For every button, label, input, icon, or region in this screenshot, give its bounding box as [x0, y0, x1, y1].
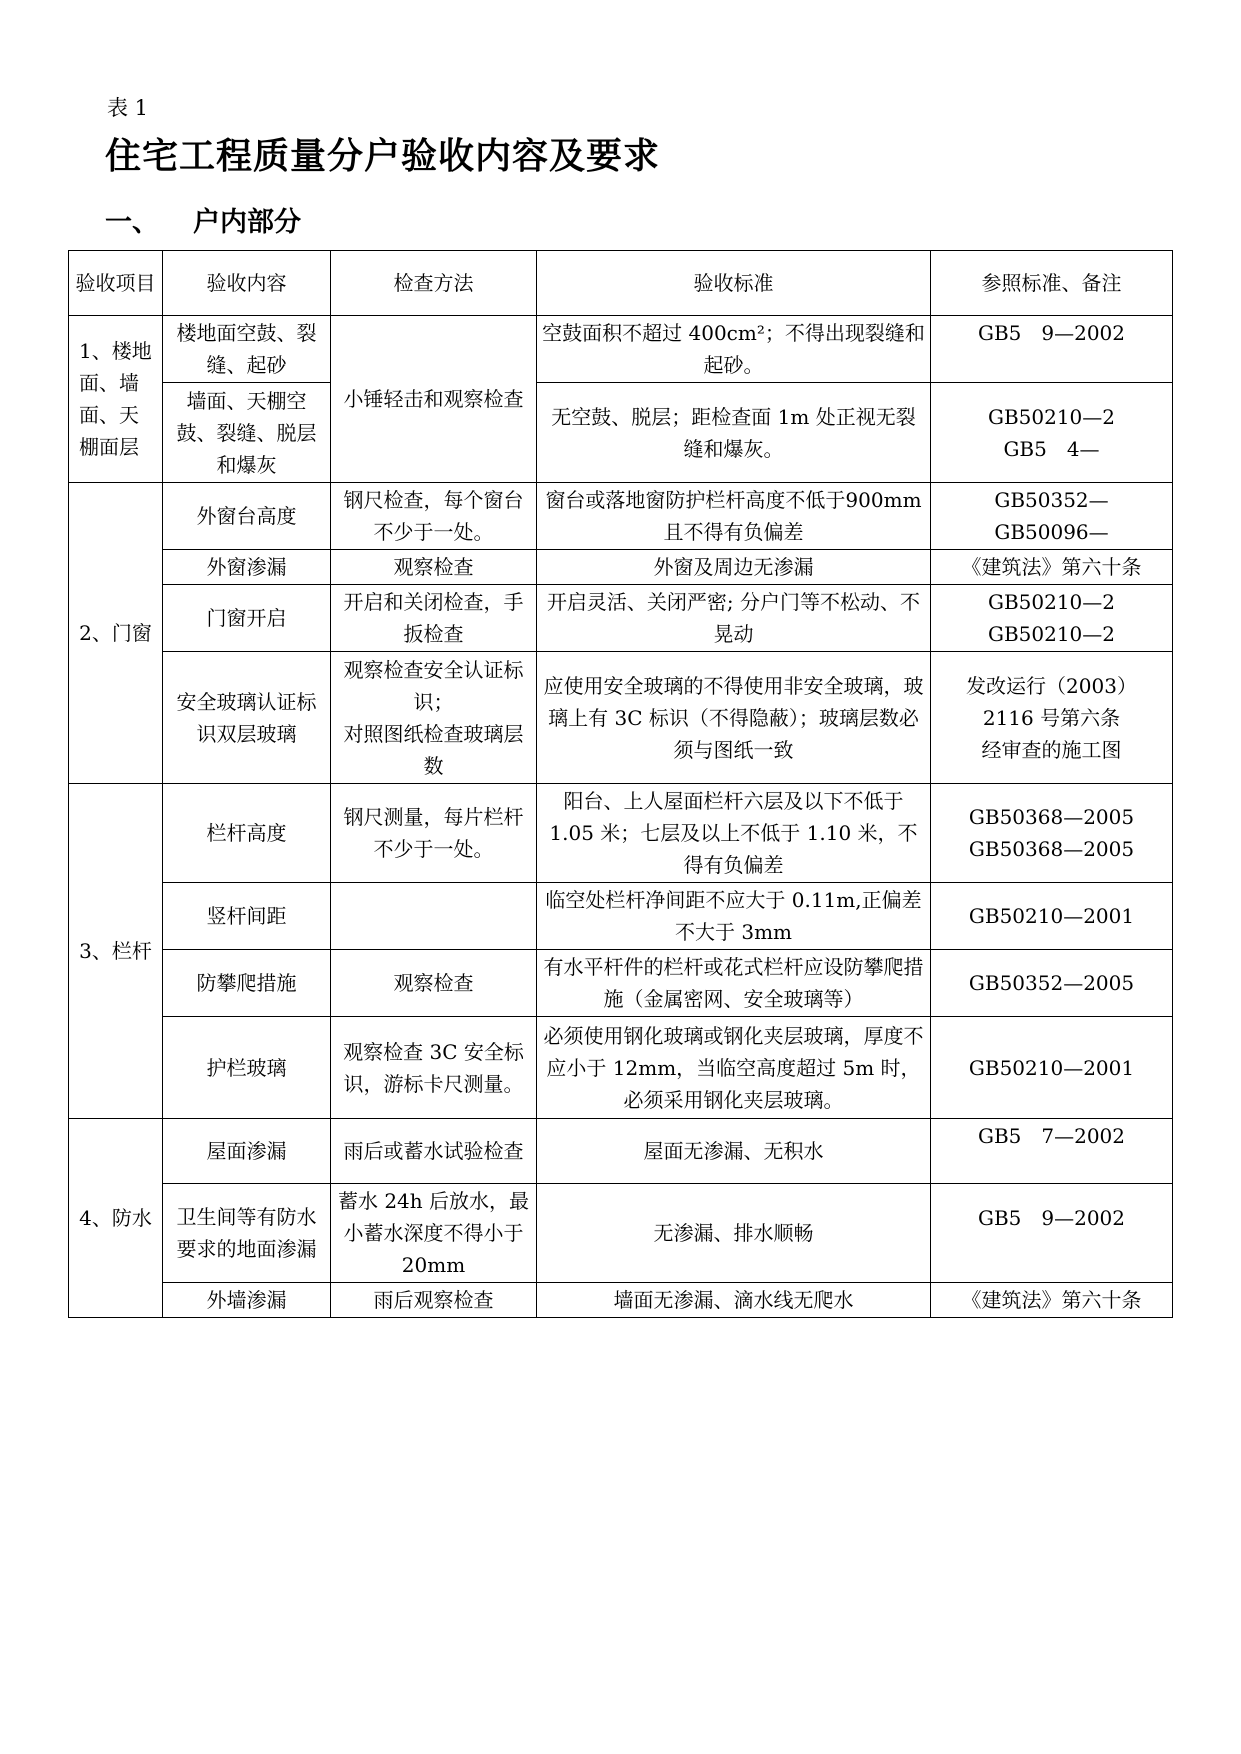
- table-caption: 表 1: [107, 96, 149, 120]
- reference-line: GB50368—2005: [968, 805, 1135, 829]
- document-title: 住宅工程质量分户验收内容及要求: [105, 136, 661, 177]
- table-row: [69, 316, 1173, 383]
- reference-cell: [931, 784, 1173, 883]
- reference-cell: [931, 483, 1173, 550]
- table-row: [69, 652, 1173, 784]
- table-row: [69, 950, 1173, 1017]
- reference-cell: [931, 585, 1173, 652]
- standard-cell: 空鼓面积不超过 400cm²；不得出现裂缝和起砂。: [537, 316, 931, 383]
- method-cell: 雨后观察检查: [331, 1283, 537, 1318]
- standard-cell: 窗台或落地窗防护栏杆高度不低于900mm 且不得有负偏差: [537, 483, 931, 550]
- reference-line: 发改运行（2003）: [966, 673, 1137, 698]
- method-cell: 钢尺测量，每片栏杆不少于一处。: [331, 784, 537, 883]
- method-cell: [331, 652, 537, 784]
- content-cell: 屋面渗漏: [163, 1119, 331, 1184]
- table-row: [69, 383, 1173, 483]
- category-cell: 4、防水: [69, 1119, 163, 1318]
- reference-line: GB50210—2: [987, 590, 1116, 614]
- table-row: [69, 1017, 1173, 1119]
- reference-cell: 《建筑法》第六十条: [931, 1283, 1173, 1318]
- reference-cell: GB5 9—2002: [931, 1184, 1173, 1283]
- method-line: 观察检查安全认证标识；: [343, 657, 524, 714]
- table-row: [69, 1119, 1173, 1184]
- header-row: [69, 251, 1173, 316]
- reference-cell: GB5 9—2002: [931, 316, 1173, 383]
- standard-cell: 必须使用钢化玻璃或钢化夹层玻璃，厚度不应小于 12mm，当临空高度超过 5m 时，必须采用钢化夹层玻璃。: [537, 1017, 931, 1119]
- content-cell: 防攀爬措施: [163, 950, 331, 1017]
- reference-cell: GB50210—2001: [931, 1017, 1173, 1119]
- standard-cell: 应使用安全玻璃的不得使用非安全玻璃，玻璃上有 3C 标识（不得隐蔽）；玻璃层数必须与图纸一致: [537, 652, 931, 784]
- reference-line: 2116 号第六条: [982, 705, 1121, 730]
- section-label: 户内部分: [193, 207, 301, 238]
- standard-cell: 外窗及周边无渗漏: [537, 550, 931, 585]
- category-cell: 2、门窗: [69, 483, 163, 784]
- reference-line: GB50368—2005: [968, 837, 1135, 861]
- reference-cell: 《建筑法》第六十条: [931, 550, 1173, 585]
- table-row: [69, 550, 1173, 585]
- standard-cell: 阳台、上人屋面栏杆六层及以下不低于 1.05 米；七层及以上不低于 1.10 米，不得有负偏差: [537, 784, 931, 883]
- header-cell: 验收项目: [69, 251, 163, 316]
- header-cell: 验收标准: [537, 251, 931, 316]
- method-cell: 雨后或蓄水试验检查: [331, 1119, 537, 1184]
- content-cell: 竖杆间距: [163, 883, 331, 950]
- method-line: 对照图纸检查玻璃层数: [343, 721, 524, 778]
- header-cell: 参照标准、备注: [931, 251, 1173, 316]
- standard-cell: 临空处栏杆净间距不应大于 0.11m,正偏差不大于 3mm: [537, 883, 931, 950]
- reference-cell: GB5 7—2002: [931, 1119, 1173, 1184]
- category-cell: 3、栏杆: [69, 784, 163, 1119]
- standard-cell: 墙面无渗漏、滴水线无爬水: [537, 1283, 931, 1318]
- standard-cell: 无渗漏、排水顺畅: [537, 1184, 931, 1283]
- header-cell: 验收内容: [163, 251, 331, 316]
- content-cell: 墙面、天棚空鼓、裂缝、脱层和爆灰: [163, 383, 331, 483]
- content-cell: 外墙渗漏: [163, 1283, 331, 1318]
- reference-line: GB50096—: [994, 520, 1109, 544]
- reference-line: GB50210—2: [987, 622, 1116, 646]
- standard-cell: 无空鼓、脱层；距检查面 1m 处正视无裂缝和爆灰。: [537, 383, 931, 483]
- reference-line: GB5 4—: [1003, 436, 1100, 461]
- section-heading: [105, 200, 301, 239]
- reference-line: 经审查的施工图: [981, 737, 1122, 762]
- table-row: [69, 784, 1173, 883]
- content-cell: 外窗渗漏: [163, 550, 331, 585]
- method-cell: [331, 883, 537, 950]
- content-cell: 卫生间等有防水要求的地面渗漏: [163, 1184, 331, 1283]
- content-cell: 护栏玻璃: [163, 1017, 331, 1119]
- method-cell: 蓄水 24h 后放水，最小蓄水深度不得小于 20mm: [331, 1184, 537, 1283]
- method-cell: 开启和关闭检查，手扳检查: [331, 585, 537, 652]
- table-row: [69, 1184, 1173, 1283]
- method-cell: 钢尺检查，每个窗台不少于一处。: [331, 483, 537, 550]
- content-cell: 栏杆高度: [163, 784, 331, 883]
- reference-cell: [931, 383, 1173, 483]
- section-number: 一、: [105, 207, 159, 238]
- content-cell: 楼地面空鼓、裂缝、起砂: [163, 316, 331, 383]
- table-row: [69, 1283, 1173, 1318]
- standard-cell: 有水平杆件的栏杆或花式栏杆应设防攀爬措施（金属密网、安全玻璃等）: [537, 950, 931, 1017]
- standard-cell: 屋面无渗漏、无积水: [537, 1119, 931, 1184]
- acceptance-table: [68, 250, 1173, 1318]
- reference-line: GB50352—: [994, 488, 1109, 512]
- reference-cell: GB50210—2001: [931, 883, 1173, 950]
- standard-cell: 开启灵活、关闭严密; 分户门等不松动、不晃动: [537, 585, 931, 652]
- content-cell: 安全玻璃认证标识双层玻璃: [163, 652, 331, 784]
- header-cell: 检查方法: [331, 251, 537, 316]
- table-row: [69, 483, 1173, 550]
- method-cell: 观察检查: [331, 550, 537, 585]
- reference-line: GB50210—2: [987, 404, 1116, 429]
- table-row: [69, 883, 1173, 950]
- method-cell: 小锤轻击和观察检查: [331, 316, 537, 483]
- category-cell: 1、楼地面、墙面、天棚面层: [69, 316, 163, 483]
- reference-cell: GB50352—2005: [931, 950, 1173, 1017]
- method-cell: 观察检查: [331, 950, 537, 1017]
- content-cell: 门窗开启: [163, 585, 331, 652]
- reference-cell: [931, 652, 1173, 784]
- method-cell: 观察检查 3C 安全标识，游标卡尺测量。: [331, 1017, 537, 1119]
- content-cell: 外窗台高度: [163, 483, 331, 550]
- table-row: [69, 585, 1173, 652]
